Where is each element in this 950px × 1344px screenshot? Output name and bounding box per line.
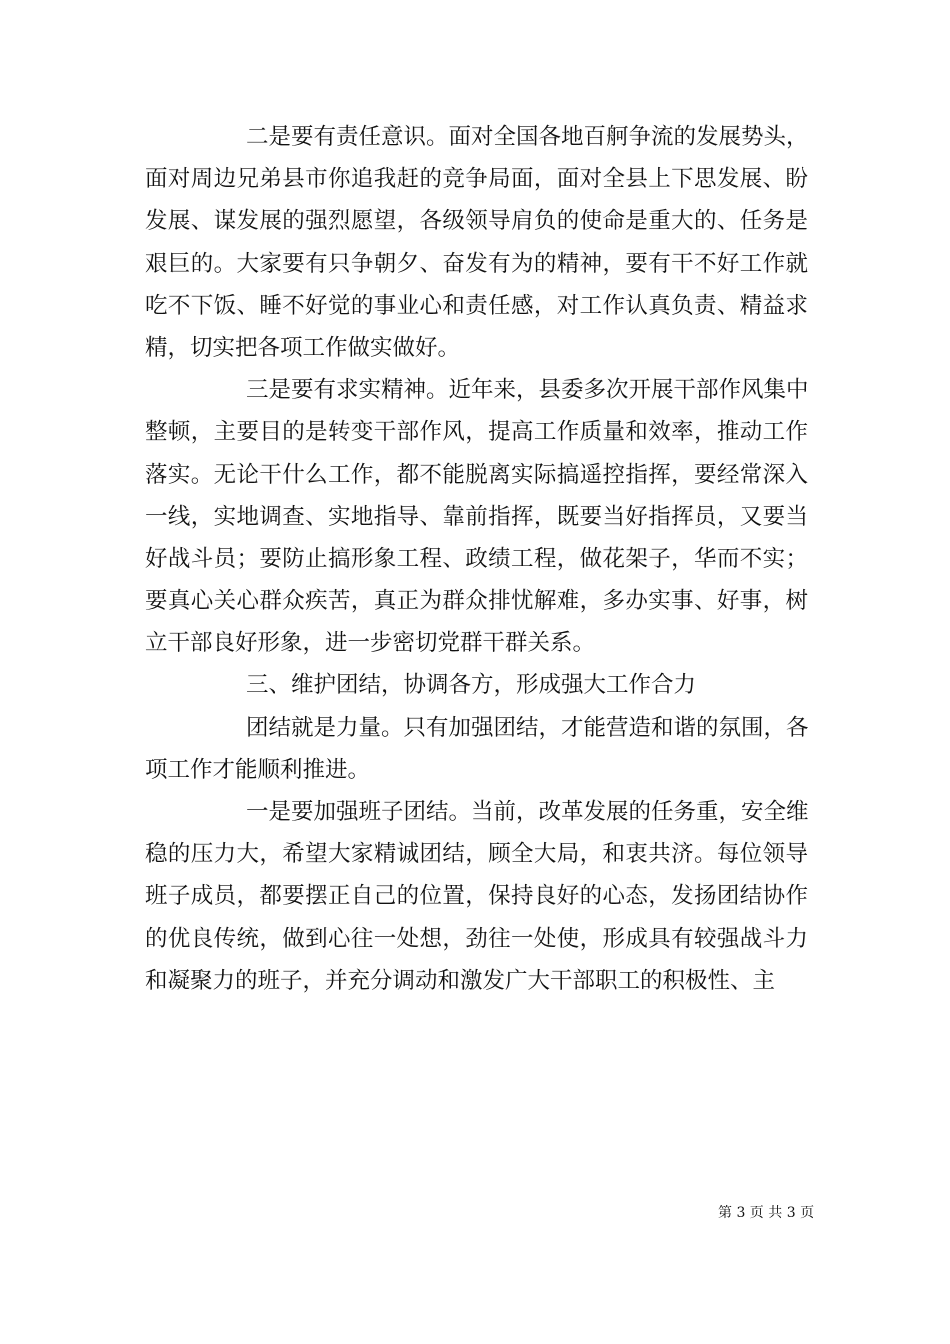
- paragraph-line: 班子成员，都要摆正自己的位置，保持良好的心态，发扬团结协作: [145, 883, 808, 910]
- paragraph-line: 面对周边兄弟县市你追我赶的竞争局面，面对全县上下思发展、盼: [145, 166, 808, 193]
- paragraph-line: 一线，实地调查、实地指导、靠前指挥，既要当好指挥员，又要当: [145, 503, 808, 530]
- paragraph-line: 三是要有求实精神。近年来，县委多次开展干部作风集中: [246, 377, 809, 404]
- paragraph-line: 艰巨的。大家要有只争朝夕、奋发有为的精神，要有干不好工作就: [145, 250, 808, 277]
- paragraph-line: 二是要有责任意识。面对全国各地百舸争流的发展势头，: [246, 124, 809, 150]
- paragraph-line: 和凝聚力的班子，并充分调动和激发广大干部职工的积极性、主: [145, 967, 776, 994]
- paragraph-line: 整顿，主要目的是转变干部作风，提高工作质量和效率，推动工作: [145, 419, 808, 446]
- paragraph-line: 要真心关心群众疾苦，真正为群众排忧解难，多办实事、好事，树: [145, 588, 808, 615]
- page-number: 第 3 页 共 3 页: [718, 1205, 815, 1221]
- paragraph-line: 发展、谋发展的强烈愿望，各级领导肩负的使命是重大的、任务是: [145, 208, 808, 235]
- document-body: [145, 116, 808, 1002]
- paragraph-line: 落实。无论干什么工作，都不能脱离实际搞遥控指挥，要经常深入: [145, 461, 808, 488]
- paragraph-line: 好战斗员；要防止搞形象工程、政绩工程，做花架子，华而不实；: [145, 545, 808, 572]
- paragraph-line: 精，切实把各项工作做实做好。: [145, 334, 461, 361]
- paragraph-line: 立干部良好形象，进一步密切党群干群关系。: [145, 630, 596, 657]
- section-heading: 三、维护团结，协调各方，形成强大工作合力: [246, 672, 697, 699]
- paragraph-line: 一是要加强班子团结。当前，改革发展的任务重，安全维: [246, 799, 809, 825]
- paragraph-line: 稳的压力大，希望大家精诚团结，顾全大局，和衷共济。每位领导: [145, 841, 808, 868]
- paragraph-line: 团结就是力量。只有加强团结，才能营造和谐的氛围，各: [246, 714, 809, 741]
- paragraph-line: 吃不下饭、睡不好觉的事业心和责任感，对工作认真负责、精益求: [145, 292, 808, 319]
- paragraph-line: 的优良传统，做到心往一处想，劲往一处使，形成具有较强战斗力: [145, 925, 808, 952]
- paragraph-line: 项工作才能顺利推进。: [145, 756, 371, 783]
